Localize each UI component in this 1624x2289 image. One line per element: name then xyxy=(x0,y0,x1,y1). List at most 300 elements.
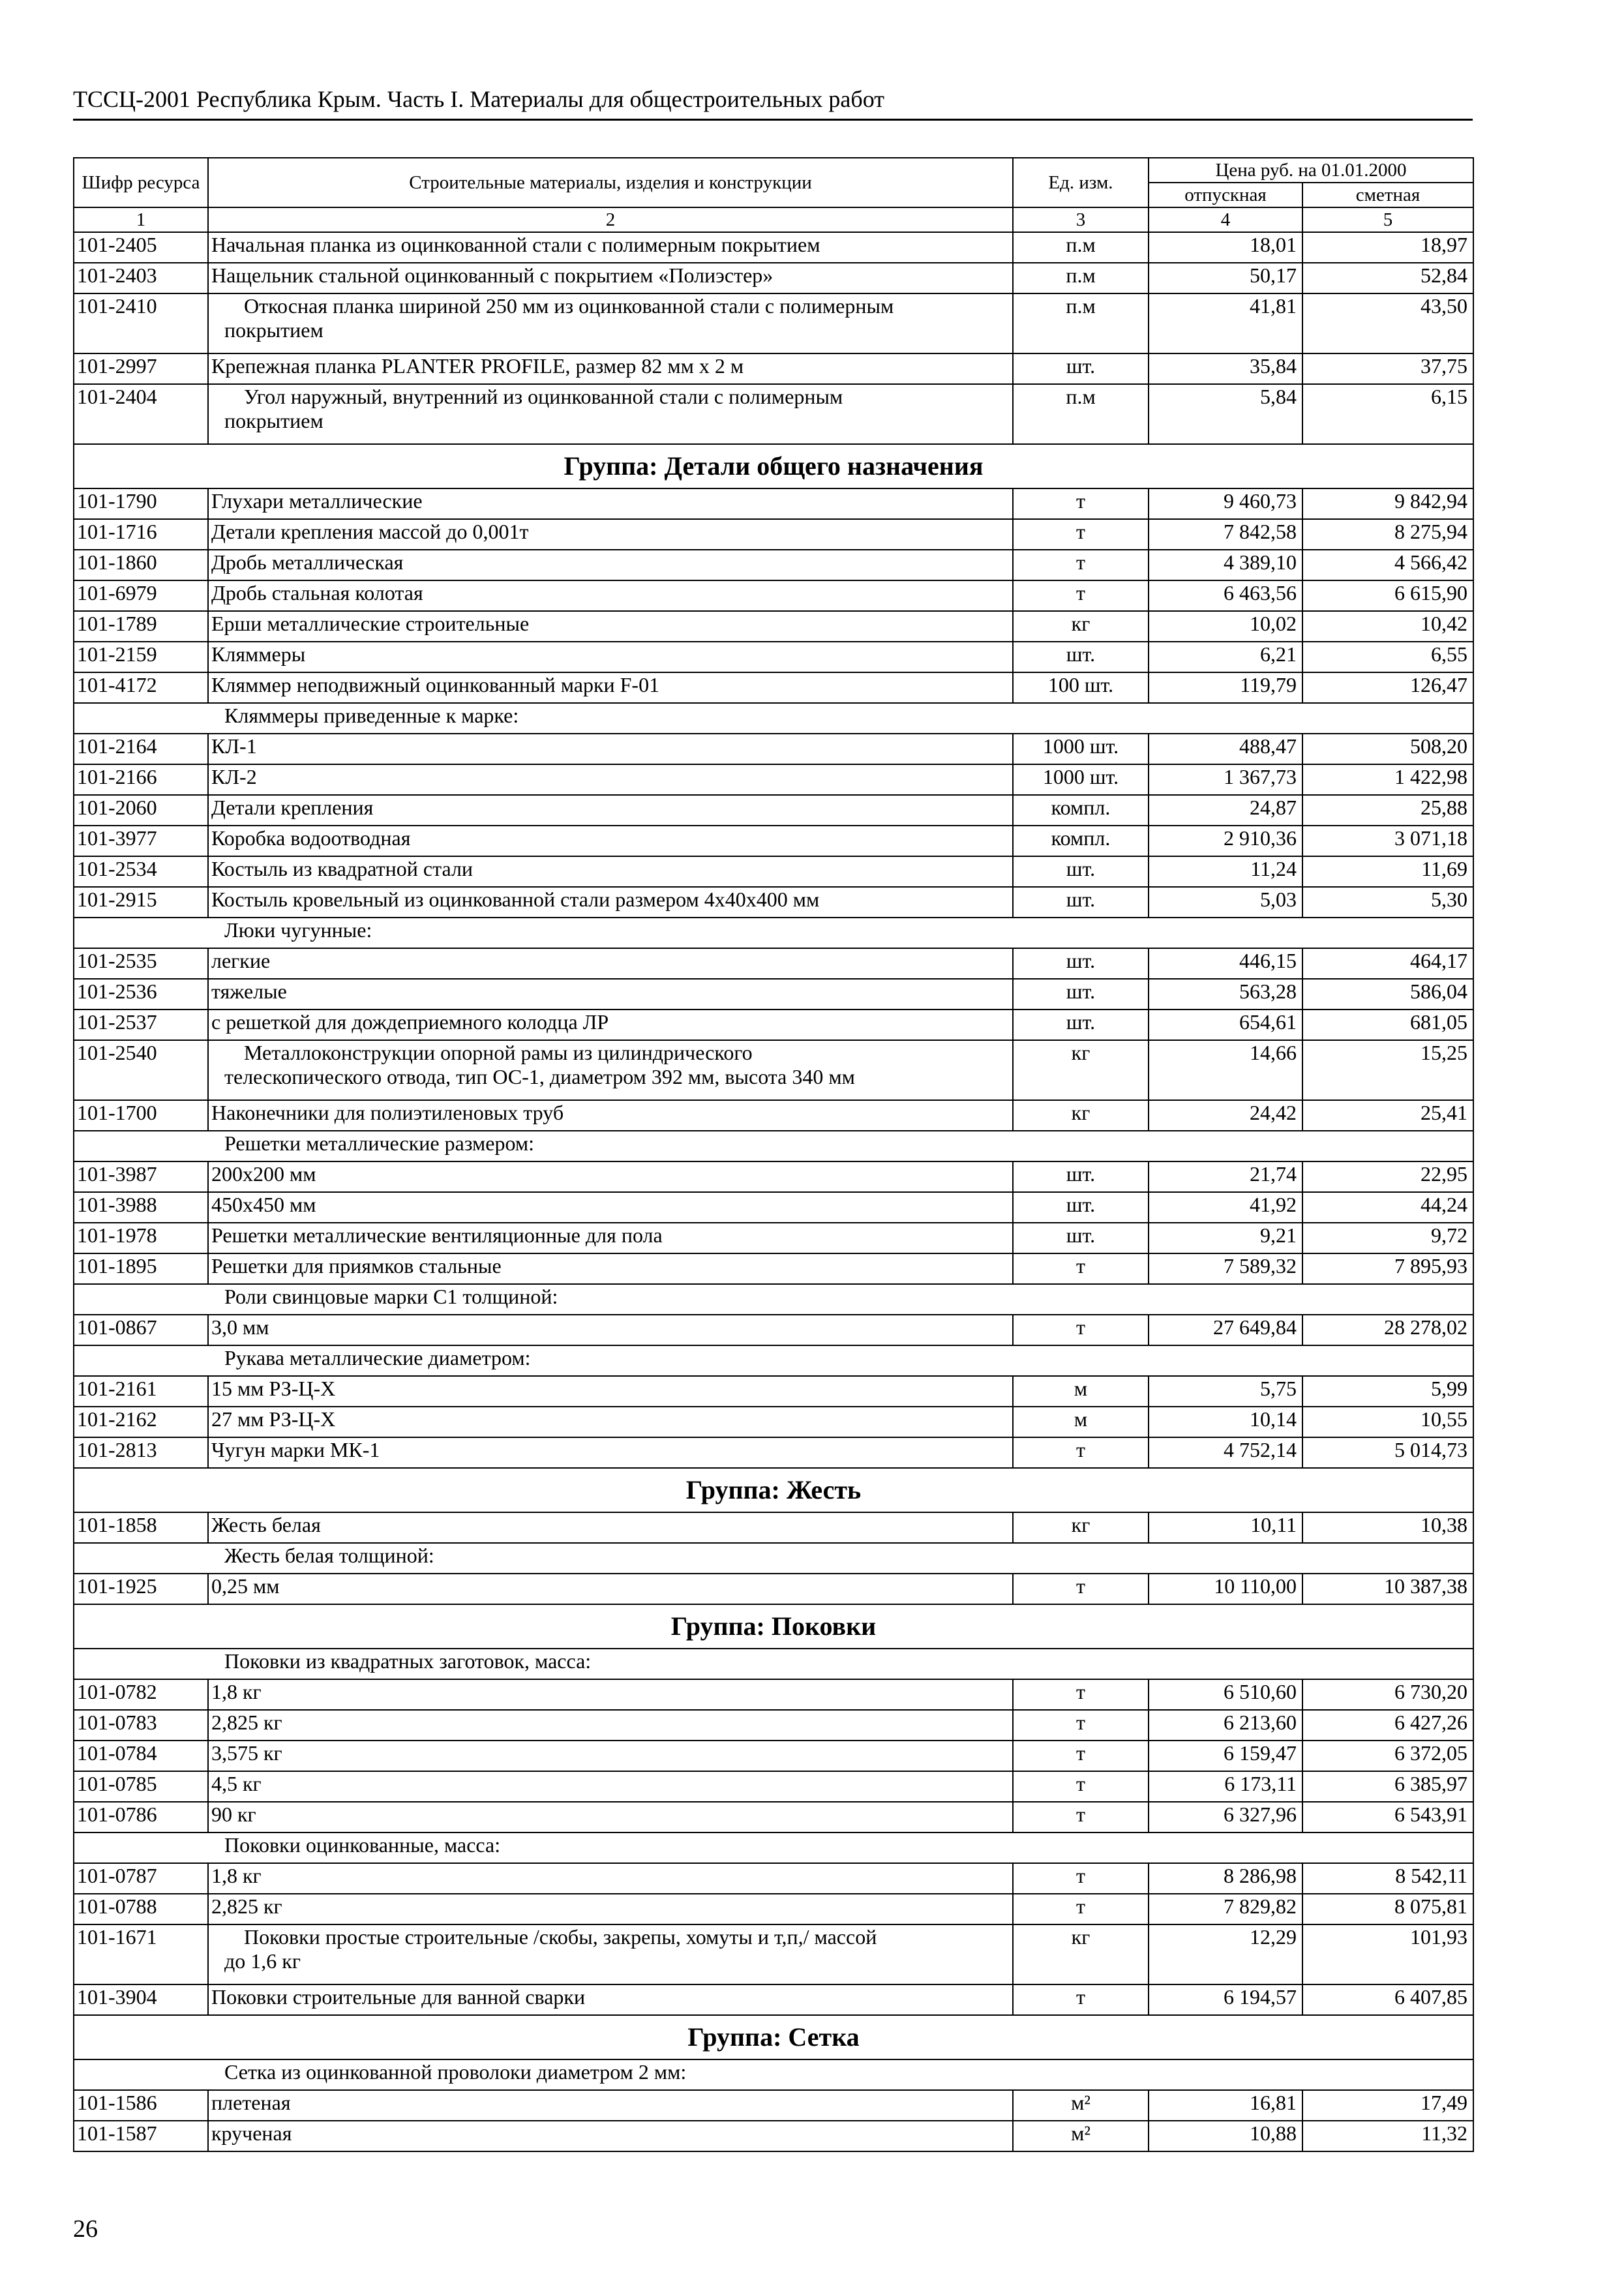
estimate-price: 25,88 xyxy=(1302,795,1473,826)
resource-code: 101-1700 xyxy=(74,1100,208,1131)
resource-code: 101-3987 xyxy=(74,1161,208,1192)
table-row xyxy=(74,2121,1473,2151)
item-name: 2,825 кг xyxy=(208,1894,1013,1924)
table-row xyxy=(74,550,1473,580)
item-name: Кляммеры xyxy=(208,642,1013,672)
release-price: 6 213,60 xyxy=(1149,1710,1302,1741)
estimate-price: 6 427,26 xyxy=(1302,1710,1473,1741)
item-name: Коробка водоотводная xyxy=(208,826,1013,856)
unit: шт. xyxy=(1013,887,1149,918)
release-price: 11,24 xyxy=(1149,856,1302,887)
unit: т xyxy=(1013,1437,1149,1468)
estimate-price: 5,30 xyxy=(1302,887,1473,918)
unit: шт. xyxy=(1013,979,1149,1010)
release-price: 10,02 xyxy=(1149,611,1302,642)
estimate-price: 8 275,94 xyxy=(1302,519,1473,550)
item-name: Наконечники для полиэтиленовых труб xyxy=(208,1100,1013,1131)
release-price: 6 159,47 xyxy=(1149,1741,1302,1771)
item-name: 4,5 кг xyxy=(208,1771,1013,1802)
estimate-price: 101,93 xyxy=(1302,1924,1473,1984)
table-body xyxy=(74,232,1473,2151)
page-number: 26 xyxy=(73,2215,98,2243)
group-title: Группа: Поковки xyxy=(74,1604,1473,1649)
release-price: 7 829,82 xyxy=(1149,1894,1302,1924)
subgroup-title: Рукава металлические диаметром: xyxy=(74,1345,1473,1376)
subgroup-row xyxy=(74,1284,1473,1315)
item-name xyxy=(208,1040,1013,1100)
unit: т xyxy=(1013,488,1149,519)
item-name: Дробь стальная колотая xyxy=(208,580,1013,611)
item-name: легкие xyxy=(208,948,1013,979)
estimate-price: 126,47 xyxy=(1302,672,1473,703)
subgroup-row xyxy=(74,2059,1473,2090)
table-row xyxy=(74,1223,1473,1253)
estimate-price: 586,04 xyxy=(1302,979,1473,1010)
release-price: 18,01 xyxy=(1149,232,1302,263)
table-row xyxy=(74,1710,1473,1741)
item-name-line: покрытием xyxy=(224,318,323,342)
resource-code: 101-1978 xyxy=(74,1223,208,1253)
release-price: 14,66 xyxy=(1149,1040,1302,1100)
estimate-price: 28 278,02 xyxy=(1302,1315,1473,1345)
table-row xyxy=(74,1924,1473,1984)
item-name: Костыль из квадратной стали xyxy=(208,856,1013,887)
resource-code: 101-2162 xyxy=(74,1407,208,1437)
release-price: 9,21 xyxy=(1149,1223,1302,1253)
unit: шт. xyxy=(1013,1161,1149,1192)
release-price: 6,21 xyxy=(1149,642,1302,672)
unit: п.м xyxy=(1013,293,1149,353)
release-price: 2 910,36 xyxy=(1149,826,1302,856)
subgroup-row xyxy=(74,703,1473,734)
estimate-price: 3 071,18 xyxy=(1302,826,1473,856)
release-price: 50,17 xyxy=(1149,263,1302,293)
resource-code: 101-1716 xyxy=(74,519,208,550)
estimate-price: 6 372,05 xyxy=(1302,1741,1473,1771)
table-row xyxy=(74,1574,1473,1604)
table-row xyxy=(74,1679,1473,1710)
release-price: 41,81 xyxy=(1149,293,1302,353)
item-name: 3,575 кг xyxy=(208,1741,1013,1771)
resource-code: 101-0786 xyxy=(74,1802,208,1833)
table-row xyxy=(74,734,1473,764)
column-number: 2 xyxy=(208,207,1013,232)
header-name: Строительные материалы, изделия и конструкции xyxy=(208,158,1013,207)
resource-code: 101-0783 xyxy=(74,1710,208,1741)
release-price: 24,42 xyxy=(1149,1100,1302,1131)
release-price: 5,84 xyxy=(1149,384,1302,444)
item-name: Начальная планка из оцинкованной стали с полимерным покрытием xyxy=(208,232,1013,263)
item-name: тяжелые xyxy=(208,979,1013,1010)
item-name-line: Откосная планка шириной 250 мм из оцинкованной стали с полимерным xyxy=(244,294,894,318)
resource-code: 101-2403 xyxy=(74,263,208,293)
unit: 1000 шт. xyxy=(1013,734,1149,764)
estimate-price: 6,55 xyxy=(1302,642,1473,672)
table-row xyxy=(74,948,1473,979)
unit: т xyxy=(1013,1710,1149,1741)
resource-code: 101-2164 xyxy=(74,734,208,764)
table-row xyxy=(74,1040,1473,1100)
resource-code: 101-2060 xyxy=(74,795,208,826)
table-row xyxy=(74,887,1473,918)
unit: шт. xyxy=(1013,642,1149,672)
estimate-price: 8 075,81 xyxy=(1302,1894,1473,1924)
unit: т xyxy=(1013,519,1149,550)
item-name: плетеная xyxy=(208,2090,1013,2121)
release-price: 6 510,60 xyxy=(1149,1679,1302,1710)
resource-code: 101-1671 xyxy=(74,1924,208,1984)
item-name: 200х200 мм xyxy=(208,1161,1013,1192)
header-price: Цена руб. на 01.01.2000 xyxy=(1149,158,1473,183)
item-name xyxy=(208,384,1013,444)
table-row xyxy=(74,611,1473,642)
item-name: Решетки для приямков стальные xyxy=(208,1253,1013,1284)
item-name: КЛ-2 xyxy=(208,764,1013,795)
price-table xyxy=(73,157,1474,2152)
table-row xyxy=(74,1741,1473,1771)
group-row xyxy=(74,1604,1473,1649)
release-price: 6 463,56 xyxy=(1149,580,1302,611)
resource-code: 101-2813 xyxy=(74,1437,208,1468)
estimate-price: 52,84 xyxy=(1302,263,1473,293)
resource-code: 101-0782 xyxy=(74,1679,208,1710)
table-row xyxy=(74,580,1473,611)
subgroup-title: Сетка из оцинкованной проволоки диаметром 2 мм: xyxy=(74,2059,1473,2090)
estimate-price: 4 566,42 xyxy=(1302,550,1473,580)
item-name: КЛ-1 xyxy=(208,734,1013,764)
unit: кг xyxy=(1013,1924,1149,1984)
unit: т xyxy=(1013,1574,1149,1604)
table-row xyxy=(74,795,1473,826)
release-price: 6 173,11 xyxy=(1149,1771,1302,1802)
estimate-price: 10,38 xyxy=(1302,1512,1473,1543)
unit: компл. xyxy=(1013,826,1149,856)
resource-code: 101-1895 xyxy=(74,1253,208,1284)
table-row xyxy=(74,826,1473,856)
unit: т xyxy=(1013,1315,1149,1345)
item-name: Детали крепления массой до 0,001т xyxy=(208,519,1013,550)
item-name-line: до 1,6 кг xyxy=(224,1949,301,1973)
header-code: Шифр ресурса xyxy=(74,158,208,207)
unit: т xyxy=(1013,1679,1149,1710)
table-row xyxy=(74,263,1473,293)
resource-code: 101-1586 xyxy=(74,2090,208,2121)
group-title: Группа: Сетка xyxy=(74,2015,1473,2059)
unit: т xyxy=(1013,1894,1149,1924)
resource-code: 101-1858 xyxy=(74,1512,208,1543)
subgroup-title: Решетки металлические размером: xyxy=(74,1131,1473,1161)
resource-code: 101-1860 xyxy=(74,550,208,580)
item-name: 27 мм РЗ-Ц-Х xyxy=(208,1407,1013,1437)
estimate-price: 1 422,98 xyxy=(1302,764,1473,795)
resource-code: 101-3988 xyxy=(74,1192,208,1223)
item-name: 2,825 кг xyxy=(208,1710,1013,1741)
estimate-price: 6,15 xyxy=(1302,384,1473,444)
resource-code: 101-2540 xyxy=(74,1040,208,1100)
release-price: 6 194,57 xyxy=(1149,1984,1302,2015)
resource-code: 101-2404 xyxy=(74,384,208,444)
item-name: Чугун марки МК-1 xyxy=(208,1437,1013,1468)
release-price: 488,47 xyxy=(1149,734,1302,764)
item-name: Дробь металлическая xyxy=(208,550,1013,580)
table-row xyxy=(74,1161,1473,1192)
release-price: 10,88 xyxy=(1149,2121,1302,2151)
estimate-price: 43,50 xyxy=(1302,293,1473,353)
release-price: 4 389,10 xyxy=(1149,550,1302,580)
estimate-price: 5 014,73 xyxy=(1302,1437,1473,1468)
resource-code: 101-1790 xyxy=(74,488,208,519)
item-name: 450х450 мм xyxy=(208,1192,1013,1223)
release-price: 27 649,84 xyxy=(1149,1315,1302,1345)
table-row xyxy=(74,1802,1473,1833)
estimate-price: 6 730,20 xyxy=(1302,1679,1473,1710)
unit: шт. xyxy=(1013,1010,1149,1040)
estimate-price: 11,32 xyxy=(1302,2121,1473,2151)
unit: т xyxy=(1013,1771,1149,1802)
resource-code: 101-0867 xyxy=(74,1315,208,1345)
resource-code: 101-3977 xyxy=(74,826,208,856)
table-row xyxy=(74,1894,1473,1924)
item-name: 3,0 мм xyxy=(208,1315,1013,1345)
resource-code: 101-2537 xyxy=(74,1010,208,1040)
item-name-line: Поковки простые строительные /скобы, закрепы, хомуты и т,п,/ массой xyxy=(244,1925,877,1949)
unit: шт. xyxy=(1013,856,1149,887)
estimate-price: 15,25 xyxy=(1302,1040,1473,1100)
item-name: Крепежная планка PLANTER PROFILE, размер 82 мм х 2 м xyxy=(208,353,1013,384)
subgroup-row xyxy=(74,1543,1473,1574)
group-title: Группа: Жесть xyxy=(74,1468,1473,1512)
estimate-price: 18,97 xyxy=(1302,232,1473,263)
resource-code: 101-2915 xyxy=(74,887,208,918)
item-name: Решетки металлические вентиляционные для пола xyxy=(208,1223,1013,1253)
table-row xyxy=(74,1984,1473,2015)
unit: т xyxy=(1013,1802,1149,1833)
item-name: Нащельник стальной оцинкованный с покрытием «Полиэстер» xyxy=(208,263,1013,293)
estimate-price: 10 387,38 xyxy=(1302,1574,1473,1604)
unit: кг xyxy=(1013,1040,1149,1100)
item-name xyxy=(208,1924,1013,1984)
estimate-price: 17,49 xyxy=(1302,2090,1473,2121)
table-row xyxy=(74,1253,1473,1284)
resource-code: 101-1587 xyxy=(74,2121,208,2151)
release-price: 119,79 xyxy=(1149,672,1302,703)
unit: шт. xyxy=(1013,948,1149,979)
unit: кг xyxy=(1013,611,1149,642)
table-row xyxy=(74,1771,1473,1802)
resource-code: 101-0784 xyxy=(74,1741,208,1771)
estimate-price: 6 385,97 xyxy=(1302,1771,1473,1802)
subgroup-title: Поковки оцинкованные, масса: xyxy=(74,1833,1473,1863)
resource-code: 101-4172 xyxy=(74,672,208,703)
unit: п.м xyxy=(1013,232,1149,263)
header-rule xyxy=(73,119,1473,121)
estimate-price: 7 895,93 xyxy=(1302,1253,1473,1284)
release-price: 654,61 xyxy=(1149,1010,1302,1040)
release-price: 10,11 xyxy=(1149,1512,1302,1543)
unit: т xyxy=(1013,580,1149,611)
release-price: 35,84 xyxy=(1149,353,1302,384)
release-price: 41,92 xyxy=(1149,1192,1302,1223)
subgroup-row xyxy=(74,1131,1473,1161)
estimate-price: 9,72 xyxy=(1302,1223,1473,1253)
estimate-price: 508,20 xyxy=(1302,734,1473,764)
column-number: 1 xyxy=(74,207,208,232)
table-row xyxy=(74,979,1473,1010)
table-row xyxy=(74,764,1473,795)
page-header: ТССЦ-2001 Республика Крым. Часть I. Материалы для общестроительных работ xyxy=(73,86,884,112)
item-name-line: Угол наружный, внутренний из оцинкованной стали с полимерным xyxy=(244,385,843,408)
unit: м xyxy=(1013,1376,1149,1407)
estimate-price: 10,42 xyxy=(1302,611,1473,642)
resource-code: 101-0788 xyxy=(74,1894,208,1924)
subgroup-title: Люки чугунные: xyxy=(74,918,1473,948)
table-row xyxy=(74,672,1473,703)
resource-code: 101-2536 xyxy=(74,979,208,1010)
table-row xyxy=(74,1100,1473,1131)
resource-code: 101-6979 xyxy=(74,580,208,611)
column-number: 4 xyxy=(1149,207,1302,232)
unit: 1000 шт. xyxy=(1013,764,1149,795)
estimate-price: 464,17 xyxy=(1302,948,1473,979)
table-row xyxy=(74,384,1473,444)
unit: п.м xyxy=(1013,263,1149,293)
release-price: 16,81 xyxy=(1149,2090,1302,2121)
item-name xyxy=(208,293,1013,353)
group-row xyxy=(74,2015,1473,2059)
item-name: Кляммер неподвижный оцинкованный марки F-01 xyxy=(208,672,1013,703)
estimate-price: 10,55 xyxy=(1302,1407,1473,1437)
table-row xyxy=(74,353,1473,384)
resource-code: 101-2410 xyxy=(74,293,208,353)
table-row xyxy=(74,1863,1473,1894)
estimate-price: 6 615,90 xyxy=(1302,580,1473,611)
estimate-price: 22,95 xyxy=(1302,1161,1473,1192)
group-title: Группа: Детали общего назначения xyxy=(74,444,1473,488)
release-price: 563,28 xyxy=(1149,979,1302,1010)
item-name: Детали крепления xyxy=(208,795,1013,826)
resource-code: 101-2535 xyxy=(74,948,208,979)
unit: м xyxy=(1013,1407,1149,1437)
release-price: 7 842,58 xyxy=(1149,519,1302,550)
table-row xyxy=(74,1315,1473,1345)
table-row xyxy=(74,1376,1473,1407)
group-row xyxy=(74,444,1473,488)
table-row xyxy=(74,1192,1473,1223)
header-unit: Ед. изм. xyxy=(1013,158,1149,207)
estimate-price: 5,99 xyxy=(1302,1376,1473,1407)
release-price: 10,14 xyxy=(1149,1407,1302,1437)
table-row xyxy=(74,519,1473,550)
resource-code: 101-1925 xyxy=(74,1574,208,1604)
subgroup-row xyxy=(74,918,1473,948)
estimate-price: 6 543,91 xyxy=(1302,1802,1473,1833)
item-name: Костыль кровельный из оцинкованной стали размером 4х40х400 мм xyxy=(208,887,1013,918)
release-price: 7 589,32 xyxy=(1149,1253,1302,1284)
unit: компл. xyxy=(1013,795,1149,826)
item-name: 15 мм РЗ-Ц-Х xyxy=(208,1376,1013,1407)
release-price: 21,74 xyxy=(1149,1161,1302,1192)
resource-code: 101-0787 xyxy=(74,1863,208,1894)
item-name: крученая xyxy=(208,2121,1013,2151)
resource-code: 101-2166 xyxy=(74,764,208,795)
subgroup-title: Поковки из квадратных заготовок, масса: xyxy=(74,1649,1473,1679)
table-row xyxy=(74,1437,1473,1468)
unit: м² xyxy=(1013,2121,1149,2151)
subgroup-title: Роли свинцовые марки С1 толщиной: xyxy=(74,1284,1473,1315)
unit: шт. xyxy=(1013,353,1149,384)
resource-code: 101-1789 xyxy=(74,611,208,642)
header-release-price: отпускная xyxy=(1149,183,1302,207)
release-price: 446,15 xyxy=(1149,948,1302,979)
release-price: 9 460,73 xyxy=(1149,488,1302,519)
resource-code: 101-2159 xyxy=(74,642,208,672)
unit: т xyxy=(1013,1863,1149,1894)
resource-code: 101-2405 xyxy=(74,232,208,263)
release-price: 10 110,00 xyxy=(1149,1574,1302,1604)
table-row xyxy=(74,232,1473,263)
item-name: Жесть белая xyxy=(208,1512,1013,1543)
subgroup-title: Жесть белая толщиной: xyxy=(74,1543,1473,1574)
item-name: 1,8 кг xyxy=(208,1863,1013,1894)
table-row xyxy=(74,642,1473,672)
item-name-line: телескопического отвода, тип ОС-1, диаметром 392 мм, высота 340 мм xyxy=(224,1065,855,1088)
release-price: 6 327,96 xyxy=(1149,1802,1302,1833)
unit: п.м xyxy=(1013,384,1149,444)
table-row xyxy=(74,293,1473,353)
estimate-price: 25,41 xyxy=(1302,1100,1473,1131)
unit: т xyxy=(1013,1984,1149,2015)
subgroup-row xyxy=(74,1649,1473,1679)
estimate-price: 44,24 xyxy=(1302,1192,1473,1223)
release-price: 5,03 xyxy=(1149,887,1302,918)
table-row xyxy=(74,1512,1473,1543)
unit: т xyxy=(1013,1253,1149,1284)
table-row xyxy=(74,856,1473,887)
column-number: 3 xyxy=(1013,207,1149,232)
item-name-line: покрытием xyxy=(224,409,323,432)
subgroup-row xyxy=(74,1345,1473,1376)
subgroup-row xyxy=(74,1833,1473,1863)
table-row xyxy=(74,1010,1473,1040)
item-name: Поковки строительные для ванной сварки xyxy=(208,1984,1013,2015)
release-price: 4 752,14 xyxy=(1149,1437,1302,1468)
item-name: Глухари металлические xyxy=(208,488,1013,519)
table-row xyxy=(74,1407,1473,1437)
release-price: 1 367,73 xyxy=(1149,764,1302,795)
release-price: 12,29 xyxy=(1149,1924,1302,1984)
unit: кг xyxy=(1013,1512,1149,1543)
resource-code: 101-0785 xyxy=(74,1771,208,1802)
item-name-line: Металлоконструкции опорной рамы из цилиндрического xyxy=(244,1041,753,1064)
release-price: 5,75 xyxy=(1149,1376,1302,1407)
subgroup-title: Кляммеры приведенные к марке: xyxy=(74,703,1473,734)
estimate-price: 37,75 xyxy=(1302,353,1473,384)
item-name: 90 кг xyxy=(208,1802,1013,1833)
estimate-price: 11,69 xyxy=(1302,856,1473,887)
estimate-price: 681,05 xyxy=(1302,1010,1473,1040)
unit: шт. xyxy=(1013,1223,1149,1253)
header-estimate-price: сметная xyxy=(1302,183,1473,207)
table-row xyxy=(74,488,1473,519)
release-price: 8 286,98 xyxy=(1149,1863,1302,1894)
unit: 100 шт. xyxy=(1013,672,1149,703)
release-price: 24,87 xyxy=(1149,795,1302,826)
item-name: с решеткой для дождеприемного колодца ЛР xyxy=(208,1010,1013,1040)
resource-code: 101-2534 xyxy=(74,856,208,887)
estimate-price: 9 842,94 xyxy=(1302,488,1473,519)
item-name: Ерши металлические строительные xyxy=(208,611,1013,642)
column-number: 5 xyxy=(1302,207,1473,232)
